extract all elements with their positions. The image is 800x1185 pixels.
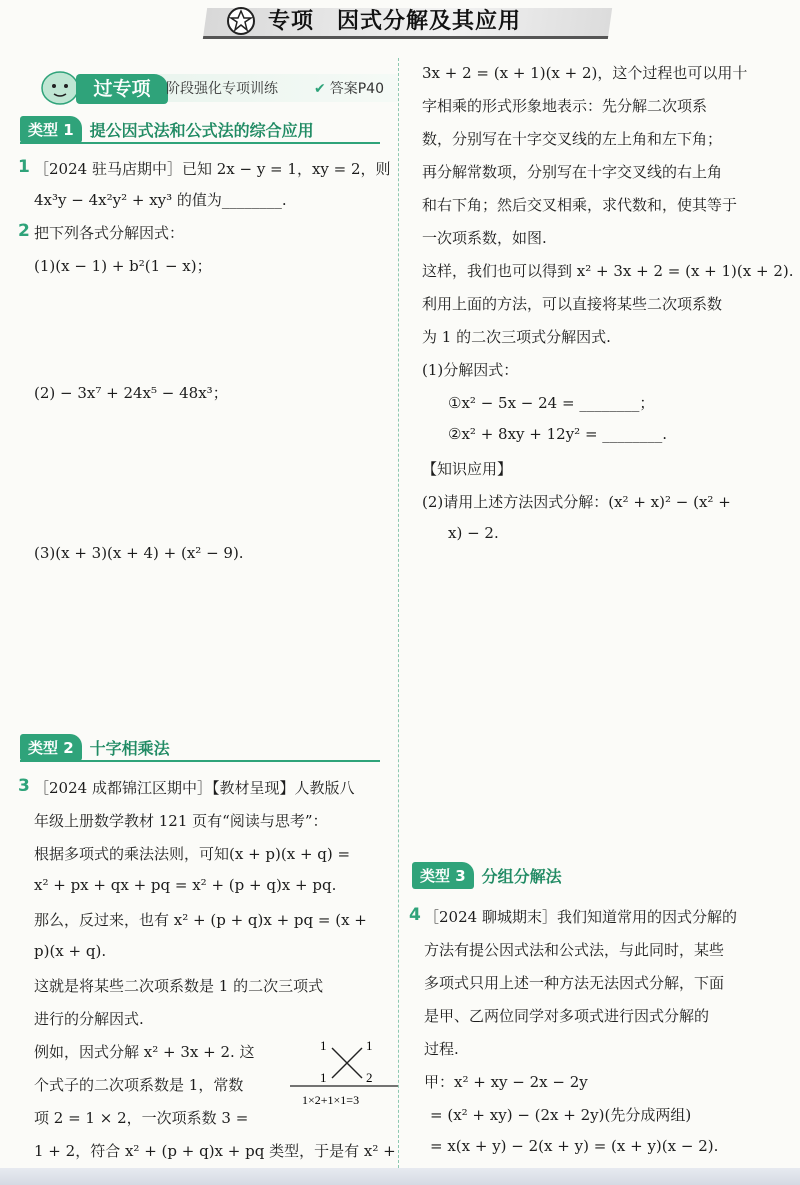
type-2-underline bbox=[20, 760, 380, 762]
question-2-number: 2 bbox=[18, 221, 30, 241]
page-header bbox=[0, 0, 800, 46]
question-3-line: 个式子的二次项系数是 1，常数 bbox=[34, 1076, 244, 1094]
question-3-line: 年级上册数学教材 121 页有“阅读与思考”： bbox=[34, 812, 328, 830]
type-3-tag: 类型 3 bbox=[412, 862, 474, 889]
question-3-sub-1: (1)分解因式： bbox=[422, 361, 519, 379]
question-3-line: 那么，反过来，也有 x² + (p + q)x + pq = (x + bbox=[34, 911, 367, 929]
type-2-tag: 类型 2 bbox=[20, 734, 82, 761]
type-1-underline bbox=[20, 142, 380, 144]
knowledge-application-label: 【知识应用】 bbox=[422, 460, 513, 478]
question-4-line: ［2024 聊城期末］我们知道常用的因式分解的 bbox=[424, 908, 737, 926]
question-3-sub-1b: ②x² + 8xy + 12y² = ________. bbox=[448, 425, 668, 443]
question-4-line: 是甲、乙两位同学对多项式进行因式分解的 bbox=[424, 1007, 710, 1025]
question-1-line-2: 4x³y − 4x²y² + xy³ 的值为________. bbox=[34, 191, 287, 209]
type-3-title: 分组分解法 bbox=[481, 867, 562, 886]
question-2-part-3: (3)(x + 3)(x + 4) + (x² − 9). bbox=[34, 544, 244, 562]
question-3-right-line: 再分解常数项，分别写在十字交叉线的右上角 bbox=[422, 163, 723, 181]
question-3-sub-1a: ①x² − 5x − 24 = ________； bbox=[448, 394, 655, 412]
page-bottom-edge bbox=[0, 1168, 800, 1185]
banner-tag: 过专项 bbox=[76, 74, 168, 104]
question-1-number: 1 bbox=[18, 157, 30, 177]
section-banner bbox=[18, 66, 398, 106]
question-3-line: 1 + 2，符合 x² + (p + q)x + pq 类型，于是有 x² + bbox=[34, 1142, 396, 1160]
question-3-line: ［2024 成都锦江区期中］【教材呈现】人教版八 bbox=[34, 779, 355, 797]
question-4-line: 多项式只用上述一种方法无法因式分解，下面 bbox=[424, 974, 725, 992]
cross-bottom-right: 2 bbox=[366, 1070, 373, 1085]
cross-bottom-left: 1 bbox=[320, 1070, 327, 1085]
question-3-line: 进行的分解因式. bbox=[34, 1010, 144, 1028]
question-3-line: 这就是将某些二次项系数是 1 的二次三项式 bbox=[34, 977, 324, 995]
type-1-tag: 类型 1 bbox=[20, 116, 82, 143]
question-3-right-line: 数，分别写在十字交叉线的左上角和左下角； bbox=[422, 130, 723, 148]
question-3-line: 项 2 = 1 × 2，一次项系数 3 = bbox=[34, 1109, 249, 1127]
cross-top-right: 1 bbox=[366, 1040, 373, 1053]
question-3-right-line: 为 1 的二次三项式分解因式. bbox=[422, 328, 611, 346]
question-4-jia-2: = (x² + xy) − (2x + 2y)(先分成两组) bbox=[430, 1106, 692, 1124]
banner-subtitle: 阶段强化专项训练 bbox=[166, 81, 278, 97]
type-2-heading bbox=[20, 734, 170, 762]
flower-badge-icon bbox=[226, 6, 256, 36]
page-title: 专项 因式分解及其应用 bbox=[268, 9, 522, 34]
question-3-line: 例如，因式分解 x² + 3x + 2. 这 bbox=[34, 1043, 255, 1061]
question-2-intro: 把下列各式分解因式： bbox=[34, 224, 185, 242]
question-3-sub-2b: x) − 2. bbox=[448, 524, 499, 542]
question-3-right-line: 和右下角；然后交叉相乘，求代数和，使其等于 bbox=[422, 196, 738, 214]
question-2-part-1: (1)(x − 1) + b²(1 − x)； bbox=[34, 257, 212, 275]
answer-label: 答案P40 bbox=[329, 81, 384, 97]
question-3-line: p)(x + q). bbox=[34, 942, 107, 960]
question-3-line: 根据多项式的乘法法则，可知(x + p)(x + q) = bbox=[34, 845, 351, 863]
type-1-title: 提公因式法和公式法的综合应用 bbox=[89, 121, 314, 140]
question-4-line: 过程. bbox=[424, 1040, 459, 1058]
question-4-jia-3: = x(x + y) − 2(x + y) = (x + y)(x − 2). bbox=[430, 1137, 719, 1155]
type-2-title: 十字相乘法 bbox=[89, 739, 170, 758]
question-4-number: 4 bbox=[409, 905, 421, 925]
cross-top-left: 1 bbox=[320, 1040, 327, 1053]
question-3-right-line: 字相乘的形式形象地表示：先分解二次项系 bbox=[422, 97, 708, 115]
type-1-heading bbox=[20, 116, 314, 144]
question-4-line: 方法有提公因式法和公式法，与此同时，某些 bbox=[424, 941, 725, 959]
question-3-right-line: 利用上面的方法，可以直接将某些二次项系数 bbox=[422, 295, 723, 313]
question-3-line: x² + px + qx + pq = x² + (p + q)x + pq. bbox=[34, 876, 337, 894]
question-2-part-2: (2) − 3x⁷ + 24x⁵ − 48x³； bbox=[34, 384, 228, 402]
question-4-jia-1: 甲：x² + xy − 2x − 2y bbox=[424, 1073, 588, 1091]
cross-multiplication-diagram bbox=[290, 1040, 400, 1112]
question-1-line-1: ［2024 驻马店期中］已知 2x − y = 1，xy = 2，则 bbox=[34, 160, 391, 178]
type-3-heading bbox=[412, 862, 562, 890]
answer-ref bbox=[314, 78, 384, 98]
question-3-right-line: 一次项系数，如图. bbox=[422, 229, 547, 247]
column-divider bbox=[398, 58, 399, 1168]
question-3-sub-2a: (2)请用上述方法因式分解：(x² + x)² − (x² + bbox=[422, 493, 731, 511]
check-icon: ✔ bbox=[314, 81, 326, 97]
question-3-number: 3 bbox=[18, 776, 30, 796]
question-3-right-line: 3x + 2 = (x + 1)(x + 2)，这个过程也可以用十 bbox=[422, 64, 748, 82]
cross-caption: 1×2+1×1=3 bbox=[302, 1093, 360, 1107]
question-3-right-line: 这样，我们也可以得到 x² + 3x + 2 = (x + 1)(x + 2). bbox=[422, 262, 794, 280]
